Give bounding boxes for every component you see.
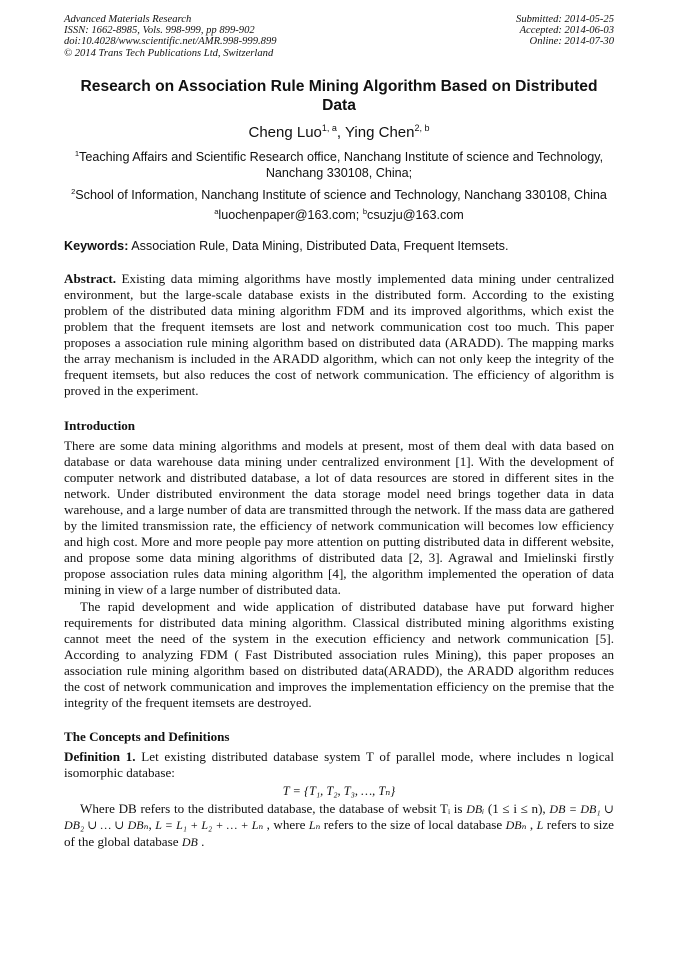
text-run: (1 ≤ i ≤ n), bbox=[484, 801, 546, 817]
definition-label: Definition 1. bbox=[64, 749, 136, 765]
keywords-text: Association Rule, Data Mining, Distributed Data, Frequent Itemsets. bbox=[128, 238, 509, 253]
author-list bbox=[64, 124, 614, 141]
journal-doi: doi:10.4028/www.scientific.net/AMR.998-999.899 bbox=[64, 36, 277, 48]
accepted-date: Accepted: 2014-06-03 bbox=[519, 25, 614, 37]
text-run: , where bbox=[263, 817, 309, 833]
introduction-paragraph-1: There are some data mining algorithms and models at present, most of them deal with data based on database or data warehouse data mining under centralized environment [1]. With the development of computer network and distributed database, a lot of data resources are stored in different sites in the network. Under distributed environment the data storage model need brings together data in data warehouse, and a large number of data are transmitted through the network. If the mass data are gathered by the limited transmission rate, the efficiency of network communication will becomes low efficiency and high cost. More and more people pay more attention on putting distributed data in different website, and propose some data mining algorithms of distributed data [2, 3]. Agrawal and Imielinski firstly propose association rules data mining algorithm [4], the algorithm implemented the operation of data mining in view of a large number of distributed data. bbox=[64, 437, 614, 598]
text-run: refers to size of the global database bbox=[64, 817, 614, 849]
publication-dates bbox=[516, 14, 614, 59]
online-date: Online: 2014-07-30 bbox=[529, 36, 614, 48]
math-db: DB bbox=[181, 834, 198, 849]
author-name: Ying Chen bbox=[344, 123, 415, 141]
affiliation-2 bbox=[64, 187, 614, 203]
email-superscript: b bbox=[362, 206, 368, 216]
submitted-date: Submitted: 2014-05-25 bbox=[516, 14, 614, 25]
keywords bbox=[64, 239, 614, 253]
affiliation-text: School of Information, Nanchang Institute of science and Technology, Nanchang 330108, China bbox=[75, 187, 607, 202]
email-address: csuzju@163.com bbox=[367, 207, 464, 222]
formula-t-set: T = {T₁, T₂, T₃, …, Tₙ} bbox=[282, 784, 396, 799]
paper-title: Research on Association Rule Mining Algorithm Based on Distributed Data bbox=[80, 77, 598, 114]
definition-text: Let existing distributed database system T of parallel mode, where includes n logical isomorphic database: bbox=[64, 749, 614, 781]
math-db-i: DBᵢ bbox=[466, 802, 485, 817]
section-heading-concepts: The Concepts and Definitions bbox=[64, 729, 230, 745]
math-l-n: Lₙ bbox=[308, 818, 321, 833]
author-name: Cheng Luo bbox=[248, 123, 322, 141]
text-run: , bbox=[526, 817, 534, 833]
journal-header bbox=[64, 14, 614, 59]
math-l-sum: L = L₁ + L₂ + … + Lₙ bbox=[155, 818, 264, 833]
journal-copyright: © 2014 Trans Tech Publications Ltd, Switzerland bbox=[64, 47, 274, 59]
text-run: . bbox=[197, 833, 205, 849]
affiliation-superscript: 1 bbox=[74, 148, 80, 158]
affiliation-1 bbox=[64, 149, 614, 181]
text-run: Where DB refers to the distributed database, the database of websit Tᵢ is bbox=[80, 801, 467, 817]
journal-info bbox=[64, 14, 277, 59]
section-heading-introduction: Introduction bbox=[64, 417, 136, 433]
abstract-label: Abstract. bbox=[64, 270, 116, 286]
math-l: L bbox=[536, 818, 544, 833]
affiliation-text: Teaching Affairs and Scientific Research office, Nanchang Institute of science and Technology, Nanchang 330108, China; bbox=[79, 149, 604, 180]
affiliation-superscript: 2 bbox=[71, 186, 76, 196]
author-superscript: 2, b bbox=[414, 122, 430, 133]
email-superscript: a bbox=[214, 206, 219, 216]
journal-name: Advanced Materials Research bbox=[64, 14, 192, 25]
text-run: , bbox=[148, 817, 156, 833]
author-superscript: 1, a bbox=[321, 122, 337, 133]
math-db-union: DB = DB₁ ∪ DB₂ ∪ … ∪ DBₙ bbox=[64, 802, 614, 833]
introduction-paragraph-2: The rapid development and wide application of distributed database have put forward higher requirements for distributed data mining algorithm. Classical distributed mining algorithms existing cannot meet the need of the system in the execution efficiency and network communication [5]. According to analyzing FDM ( Fast Distributed association rules Mining), this paper proposes an association rule mining algorithm based on distributed data(ARADD), the ARADD algorithm reduces the cost of network communication and improves the implementation efficiency on the premise that the integrity of the frequent itemsets are destroyed. bbox=[64, 598, 614, 711]
email-address: luochenpaper@163.com; bbox=[218, 207, 363, 222]
author-emails bbox=[64, 208, 614, 222]
math-db-n: DBₙ bbox=[505, 818, 527, 833]
definition-1 bbox=[64, 749, 614, 781]
author-separator: , bbox=[336, 123, 345, 141]
journal-issn: ISSN: 1662-8985, Vols. 998-999, pp 899-902 bbox=[64, 25, 255, 37]
abstract-text: Existing data miming algorithms have mostly implemented data mining under centralized environment, but the large-scale database exists in the distributed form. According to the existing problem of the distributed data mining algorithm FDM and its improved algorithms, which exist the problem that the frequent itemsets are lost and network communication cost too much. This paper proposes a association rule mining algorithm based on distributed data (ARADD). The mapping marks the array mechanism is included in the ARADD algorithm, which can not only keep the integrity of the frequent itemsets, but also reduces the cost of network communication. The efficiency of algorithm is proved in the experiment. bbox=[64, 270, 614, 399]
keywords-label: Keywords: bbox=[64, 238, 129, 253]
text-run: refers to the size of local database bbox=[320, 817, 506, 833]
abstract bbox=[64, 271, 614, 400]
definition-explanation bbox=[64, 801, 614, 849]
